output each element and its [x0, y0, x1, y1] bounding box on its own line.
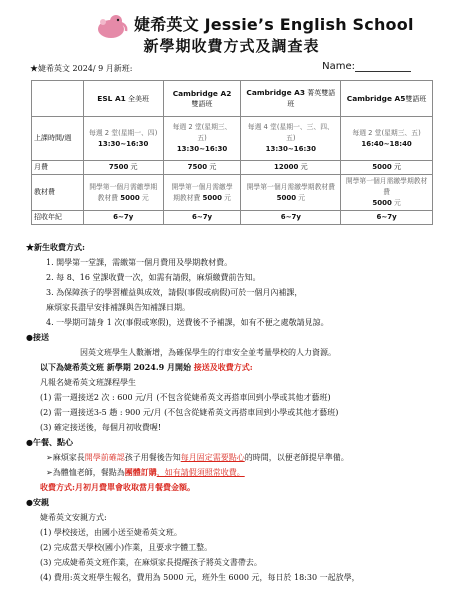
- list-item: 3. 為保障孩子的學習權益與成效，請假(事假或病假)可於一個月內補課，: [46, 288, 303, 297]
- list-item: (1) 需一週接送2 次 : 600 元/月 (不包含從婕希英文再搭車回到小學或其他才藝班): [40, 393, 331, 402]
- header-empty-cell: [32, 81, 84, 117]
- table-cell: 6~7y: [163, 211, 241, 225]
- list-item: (4) 費用:英文班學生報名，費用為 5000 元，班外生 6000 元，每日於 18:30 一起放學，: [40, 573, 360, 582]
- schedule-label: 上課時間/週: [32, 117, 84, 161]
- name-label: Name:: [322, 61, 355, 72]
- transport-effective: 以下為婕希英文班 新學期 2024.9 月開始 接送及收費方式:: [40, 362, 253, 372]
- transport-eligibility: 凡報名婕希英文班課程學生: [40, 378, 136, 387]
- school-name: 婕希英文 Jessie’s English School: [134, 15, 414, 34]
- policy-text: [26, 240, 455, 585]
- table-cell: 5000 元: [341, 161, 433, 175]
- fee-table-header-row: [32, 81, 433, 117]
- form-title: 新學期收費方式及調查表: [143, 37, 320, 55]
- table-cell: 開學第一個月需繳學 期教材費 5000 元: [163, 175, 241, 211]
- list-item: (2) 完成當天學校(國小)作業，且要求字體工整。: [40, 543, 213, 552]
- table-cell: 每週 4 堂(星期一、三、四、五) 13:30~16:30: [241, 117, 341, 161]
- table-cell: 每週 2 堂(星期三、 五) 13:30~16:30: [163, 117, 241, 161]
- name-blank-line[interactable]: [355, 62, 411, 72]
- header-cambridge-a5: Cambridge A5雙語班: [341, 81, 433, 117]
- payment-section-title: ★新生收費方式:: [26, 242, 85, 252]
- header-cambridge-a2: Cambridge A2 雙語班: [163, 81, 241, 117]
- materials-row: [32, 175, 433, 211]
- monthly-fee-label: 月費: [32, 161, 84, 175]
- meals-section-title: ●午餐、點心: [26, 437, 73, 447]
- age-label: 招收年紀: [32, 211, 84, 225]
- list-item: (1) 學校接送，由國小送至婕希英文班。: [40, 528, 182, 537]
- table-cell: 每週 2 堂(星期三、五) 16:40~18:40: [341, 117, 433, 161]
- meals-line-2: ➢為體恤老師，餐點為團體訂購，如有請假須照常收費。: [46, 467, 245, 477]
- placement-subtitle: 婕希英文安親方式:: [40, 513, 107, 522]
- table-cell: 7500 元: [83, 161, 163, 175]
- list-item: (2) 需一週接送3-5 趟 : 900 元/月 (不包含從婕希英文再搭車回到小學或其他才藝班): [40, 408, 339, 417]
- fee-table: [31, 80, 433, 225]
- table-cell: 6~7y: [83, 211, 163, 225]
- class-label: ★婕希英文 2024/ 9 月新班:: [30, 64, 133, 73]
- age-row: [32, 211, 433, 225]
- header-esl-a1: ESL A1 全美班: [83, 81, 163, 117]
- table-cell: 7500 元: [163, 161, 241, 175]
- table-cell: 開學第一個月需繳學期 教材費 5000 元: [83, 175, 163, 211]
- table-cell: 6~7y: [341, 211, 433, 225]
- page-header: [0, 8, 463, 56]
- monthly-fee-row: [32, 161, 433, 175]
- placement-section-title: ●安親: [26, 497, 49, 507]
- table-cell: 6~7y: [241, 211, 341, 225]
- list-item: (3) 確定接送後，每個月初收費喔!: [40, 423, 162, 432]
- list-item: 麻煩家長盡早安排補課與告知補課日期。: [46, 303, 190, 312]
- list-item: 2. 每 8、16 堂課收費一次，如需有請假，麻煩繳費前告知。: [46, 273, 261, 282]
- list-item: 4. 一學期可請身 1 次(事假或寒假)，送費後不予補課，如有不便之處敬請見諒。: [46, 318, 329, 327]
- materials-label: 教材費: [32, 175, 84, 211]
- table-cell: 開學第一個月需繳學期教材費 5000 元: [341, 175, 433, 211]
- meals-fee-note: 收費方式:月初月費單會收取當月餐費金額。: [40, 482, 195, 492]
- meta-row: [30, 61, 433, 75]
- schedule-row: [32, 117, 433, 161]
- list-item: 1. 開學第一堂課，需繳第一個月費用及學期教材費。: [46, 258, 233, 267]
- transport-notice: 因英文班學生人數漸增，為確保學生的行車安全並考量學校的人力資源。: [80, 348, 336, 357]
- name-field[interactable]: [322, 61, 411, 72]
- header-cambridge-a3: Cambridge A3 菁英雙語班: [241, 81, 341, 117]
- meals-line-1: ➢麻煩家長開學前確認孩子用餐後告知每月固定需要點心的時間，以便老師提早準備。: [46, 453, 349, 462]
- table-cell: 每週 2 堂(星期一、四) 13:30~16:30: [83, 117, 163, 161]
- transport-section-title: ●接送: [26, 332, 49, 342]
- table-cell: 開學第一個月需繳學期教材費 5000 元: [241, 175, 341, 211]
- table-cell: 12000 元: [241, 161, 341, 175]
- list-item: (3) 完成婕希英文班作業，在麻煩家長提醒孩子將英文書帶去。: [40, 558, 262, 567]
